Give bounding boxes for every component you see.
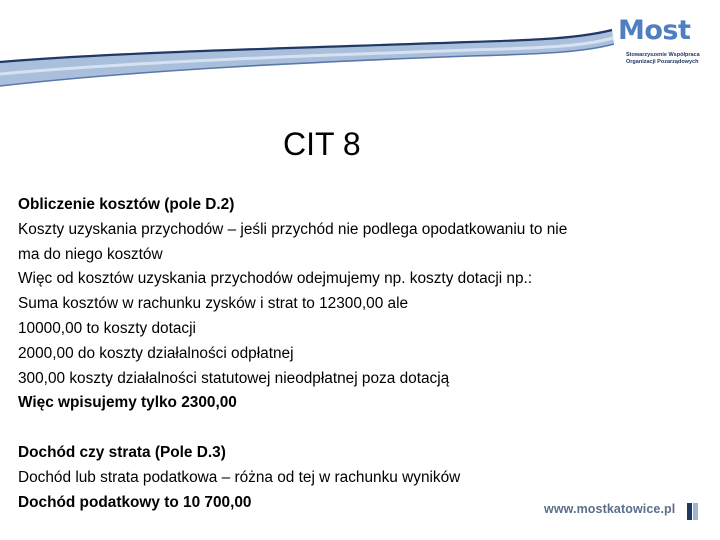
slide-content xyxy=(18,193,708,515)
content-line: Koszty uzyskania przychodów – jeśli przychód nie podlega opodatkowaniu to nie xyxy=(18,220,568,238)
content-line: 2000,00 do koszty działalności odpłatnej xyxy=(18,344,294,362)
content-line: ma do niego kosztów xyxy=(18,245,163,263)
content-line: Dochód czy strata (Pole D.3) xyxy=(18,443,226,461)
logo-caption xyxy=(626,52,708,66)
content-line: 10000,00 to koszty dotacji xyxy=(18,319,196,337)
logo-caption-line-2: Organizacji Pozarządowych xyxy=(626,59,699,65)
content-line: Więc od kosztów uzyskania przychodów odejmujemy np. koszty dotacji np.: xyxy=(18,270,533,288)
footer-bar-icon xyxy=(687,503,699,520)
logo xyxy=(618,14,708,84)
content-line: 300,00 koszty działalności statutowej nieodpłatnej poza dotacją xyxy=(18,369,450,387)
logo-word: Most xyxy=(618,15,691,46)
content-line: Obliczenie kosztów (pole D.2) xyxy=(18,196,235,213)
slide-title: CIT 8 xyxy=(283,126,361,162)
content-line: Dochód lub strata podatkowa – różna od tej w rachunku wyników xyxy=(18,468,461,486)
footer-url: www.mostkatowice.pl xyxy=(544,502,676,516)
content-line: Więc wpisujemy tylko 2300,00 xyxy=(18,394,237,412)
blank-line xyxy=(18,416,708,441)
logo-caption-line-1: Stowarzyszenie Współpraca xyxy=(626,52,700,58)
content-line: Dochód podatkowy to 10 700,00 xyxy=(18,493,252,511)
header-swoosh-decoration xyxy=(0,0,720,100)
content-line: Suma kosztów w rachunku zysków i strat to 12300,00 ale xyxy=(18,295,409,313)
